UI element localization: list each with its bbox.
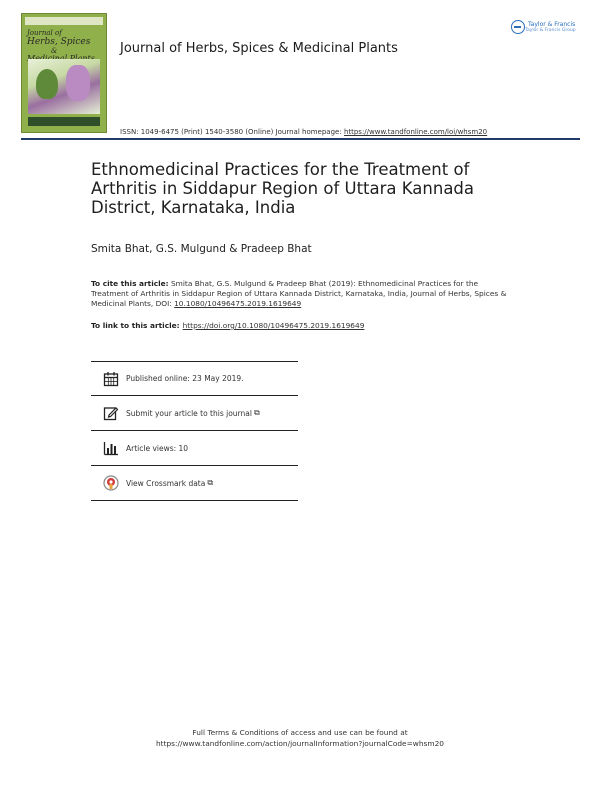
citation-label: To cite this article:: [91, 279, 169, 288]
publisher-logo[interactable]: [511, 17, 585, 37]
cover-footer-bar: [28, 117, 100, 126]
cover-header-strip: [25, 17, 103, 25]
issn-text: ISSN: 1049-6475 (Print) 1540-3580 (Online) Journal homepage:: [120, 128, 344, 136]
citation-doi-link[interactable]: 10.1080/10496475.2019.1619649: [174, 299, 302, 308]
article-views-text[interactable]: Article views: 10: [126, 443, 189, 453]
publisher-logo-wordmark: [525, 21, 576, 33]
article-authors: Smita Bhat, G.S. Mulgund & Pradeep Bhat: [91, 243, 312, 255]
publisher-logo-icon: [511, 20, 525, 34]
journal-cover-image: [21, 13, 107, 133]
publisher-logo-text: Taylor & Francis: [528, 21, 576, 28]
cover-title-line: &: [51, 47, 58, 55]
article-link-line: [91, 321, 364, 330]
external-link-icon: ⧉: [207, 478, 214, 487]
cover-title-line: Herbs, Spices: [27, 37, 91, 47]
terms-text: Full Terms & Conditions of access and use can be found at: [192, 728, 408, 737]
calendar-icon: [101, 370, 121, 388]
bar-chart-icon: [101, 439, 121, 457]
submit-article-row[interactable]: [91, 396, 298, 431]
terms-footer: [0, 727, 600, 749]
terms-url-link[interactable]: https://www.tandfonline.com/action/journalInformation?journalCode=whsm20: [156, 739, 444, 748]
published-online-row: [91, 361, 298, 396]
crossmark-icon: [101, 474, 121, 492]
article-info-list: [91, 361, 298, 501]
article-title: Ethnomedicinal Practices for the Treatment of Arthritis in Siddapur Region of Uttara Kannada District, Karnataka, India: [91, 160, 475, 217]
edit-pencil-icon: [101, 404, 121, 422]
citation-block: [91, 279, 511, 309]
cover-plant-illustration: [28, 59, 100, 114]
external-link-icon: ⧉: [253, 408, 260, 417]
article-doi-url[interactable]: https://doi.org/10.1080/10496475.2019.1619649: [182, 321, 365, 330]
cover-title: [27, 29, 101, 63]
cover-title-line: Journal of: [27, 29, 62, 37]
published-online-text: Published online: 23 May 2019.: [126, 374, 244, 383]
crossmark-link[interactable]: View Crossmark data: [126, 478, 206, 488]
citation-text: Smita Bhat, G.S. Mulgund & Pradeep Bhat (2019): Ethnomedicinal Practices for the Treatment of Arthritis in Siddapur Region of Uttara Kannada District, Karnataka, India, Journal of Herbs, Spices & Medicinal Plants, DOI:: [91, 279, 507, 308]
article-views-row[interactable]: [91, 431, 298, 466]
journal-name[interactable]: Journal of Herbs, Spices & Medicinal Plants: [120, 41, 398, 56]
publisher-logo-subtext: Taylor & Francis Group: [525, 28, 576, 33]
journal-homepage-link[interactable]: https://www.tandfonline.com/loi/whsm20: [343, 128, 488, 136]
article-link-label: To link to this article:: [91, 321, 180, 330]
issn-line: [120, 128, 487, 136]
crossmark-row[interactable]: [91, 466, 298, 501]
header-divider: [21, 138, 580, 140]
submit-article-link[interactable]: Submit your article to this journal: [126, 408, 252, 418]
